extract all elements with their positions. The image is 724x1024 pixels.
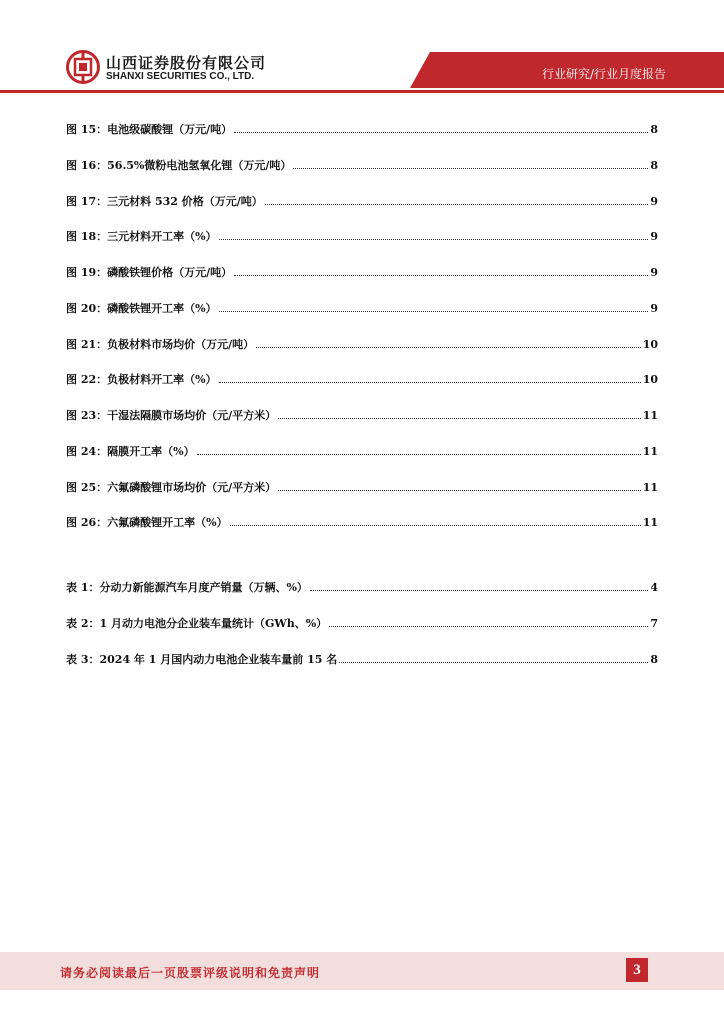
toc-entry-table[interactable] (66, 651, 658, 667)
toc-leader-dots (234, 266, 648, 276)
report-type-label: 行业研究/行业月度报告 (541, 67, 666, 81)
toc-title: 1 月动力电池分企业装车量统计（GWh、%） (99, 617, 328, 630)
toc-label: 图 20： (66, 302, 108, 315)
toc-title: 三元材料开工率（%） (107, 230, 217, 243)
toc-entry-table[interactable] (66, 615, 658, 631)
toc-entry-figure[interactable] (66, 514, 658, 530)
toc-page-number: 11 (642, 516, 658, 529)
toc-label: 图 16： (66, 159, 108, 172)
toc-label: 图 22： (66, 373, 108, 386)
toc-title: 隔膜开工率（%） (107, 445, 195, 458)
toc-label: 图 17： (66, 195, 108, 208)
toc-page-number: 8 (650, 653, 658, 666)
toc-leader-dots (310, 581, 648, 591)
toc-label: 图 24： (66, 445, 108, 458)
page-header (0, 0, 724, 100)
toc-entry-figure[interactable] (66, 228, 658, 244)
toc-page-number: 9 (650, 302, 658, 315)
toc-title: 六氟磷酸锂开工率（%） (107, 516, 228, 529)
toc-title: 三元材料 532 价格（万元/吨） (107, 195, 263, 208)
toc-entry-figure[interactable] (66, 300, 658, 316)
toc-entry-figure[interactable] (66, 479, 658, 495)
toc-leader-dots (265, 195, 649, 205)
toc-title: 六氟磷酸锂市场均价（元/平方米） (107, 481, 277, 494)
toc-entry-figure[interactable] (66, 193, 658, 209)
toc-title: 2024 年 1 月国内动力电池企业装车量前 15 名 (99, 653, 338, 666)
toc-label: 表 1： (66, 581, 100, 594)
toc-title: 磷酸铁锂开工率（%） (107, 302, 217, 315)
toc-label: 图 26： (66, 516, 108, 529)
toc-page-number: 10 (642, 338, 658, 351)
toc-leader-dots (219, 230, 649, 240)
toc-page-number: 8 (650, 159, 658, 172)
toc-title: 负极材料开工率（%） (107, 373, 217, 386)
page-number: 3 (626, 958, 648, 982)
company-name-en: SHANXI SECURITIES CO., LTD. (106, 71, 255, 82)
toc-entry-figure[interactable] (66, 264, 658, 280)
toc-entry-figure[interactable] (66, 157, 658, 173)
toc-title: 电池级碳酸锂（万元/吨） (107, 123, 233, 136)
toc-leader-dots (293, 159, 648, 169)
toc-page-number: 7 (650, 617, 658, 630)
toc-label: 图 25： (66, 481, 108, 494)
toc-page-number: 9 (650, 195, 658, 208)
toc-leader-dots (234, 123, 648, 133)
toc-entry-figure[interactable] (66, 336, 658, 352)
toc-page-number: 9 (650, 266, 658, 279)
toc-leader-dots (278, 481, 641, 491)
toc-page-number: 11 (642, 481, 658, 494)
toc-page-number: 10 (642, 373, 658, 386)
toc-entry-figure[interactable] (66, 407, 658, 423)
toc-leader-dots (219, 373, 641, 383)
toc-leader-dots (256, 338, 641, 348)
toc-page-number: 8 (650, 123, 658, 136)
toc-title: 干湿法隔膜市场均价（元/平方米） (107, 409, 277, 422)
toc-entry-figure[interactable] (66, 121, 658, 137)
disclaimer-note: 请务必阅读最后一页股票评级说明和免责声明 (60, 966, 321, 980)
toc-label: 图 19： (66, 266, 108, 279)
toc-label: 图 15： (66, 123, 108, 136)
toc-label: 图 18： (66, 230, 108, 243)
toc-title: 56.5%微粉电池氢氧化锂（万元/吨） (107, 159, 292, 172)
toc-leader-dots (219, 302, 649, 312)
toc-label: 图 23： (66, 409, 108, 422)
toc-leader-dots (197, 445, 641, 455)
toc-leader-dots (278, 409, 641, 419)
company-name-cn: 山西证券股份有限公司 (106, 54, 267, 72)
toc-page-number: 11 (642, 445, 658, 458)
toc-label: 表 3： (66, 653, 100, 666)
toc-title: 磷酸铁锂价格（万元/吨） (107, 266, 233, 279)
toc-entry-figure[interactable] (66, 443, 658, 459)
toc-leader-dots (339, 653, 648, 663)
page-footer (0, 952, 724, 992)
toc-leader-dots (329, 617, 648, 627)
toc-title: 负极材料市场均价（万元/吨） (107, 338, 255, 351)
toc-page-number: 9 (650, 230, 658, 243)
toc-leader-dots (230, 516, 641, 526)
toc-page-number: 11 (642, 409, 658, 422)
toc-title: 分动力新能源汽车月度产销量（万辆、%） (99, 581, 308, 594)
toc-page-number: 4 (650, 581, 658, 594)
toc-entry-table[interactable] (66, 579, 658, 595)
toc-label: 图 21： (66, 338, 108, 351)
toc-entry-figure[interactable] (66, 371, 658, 387)
toc-label: 表 2： (66, 617, 100, 630)
